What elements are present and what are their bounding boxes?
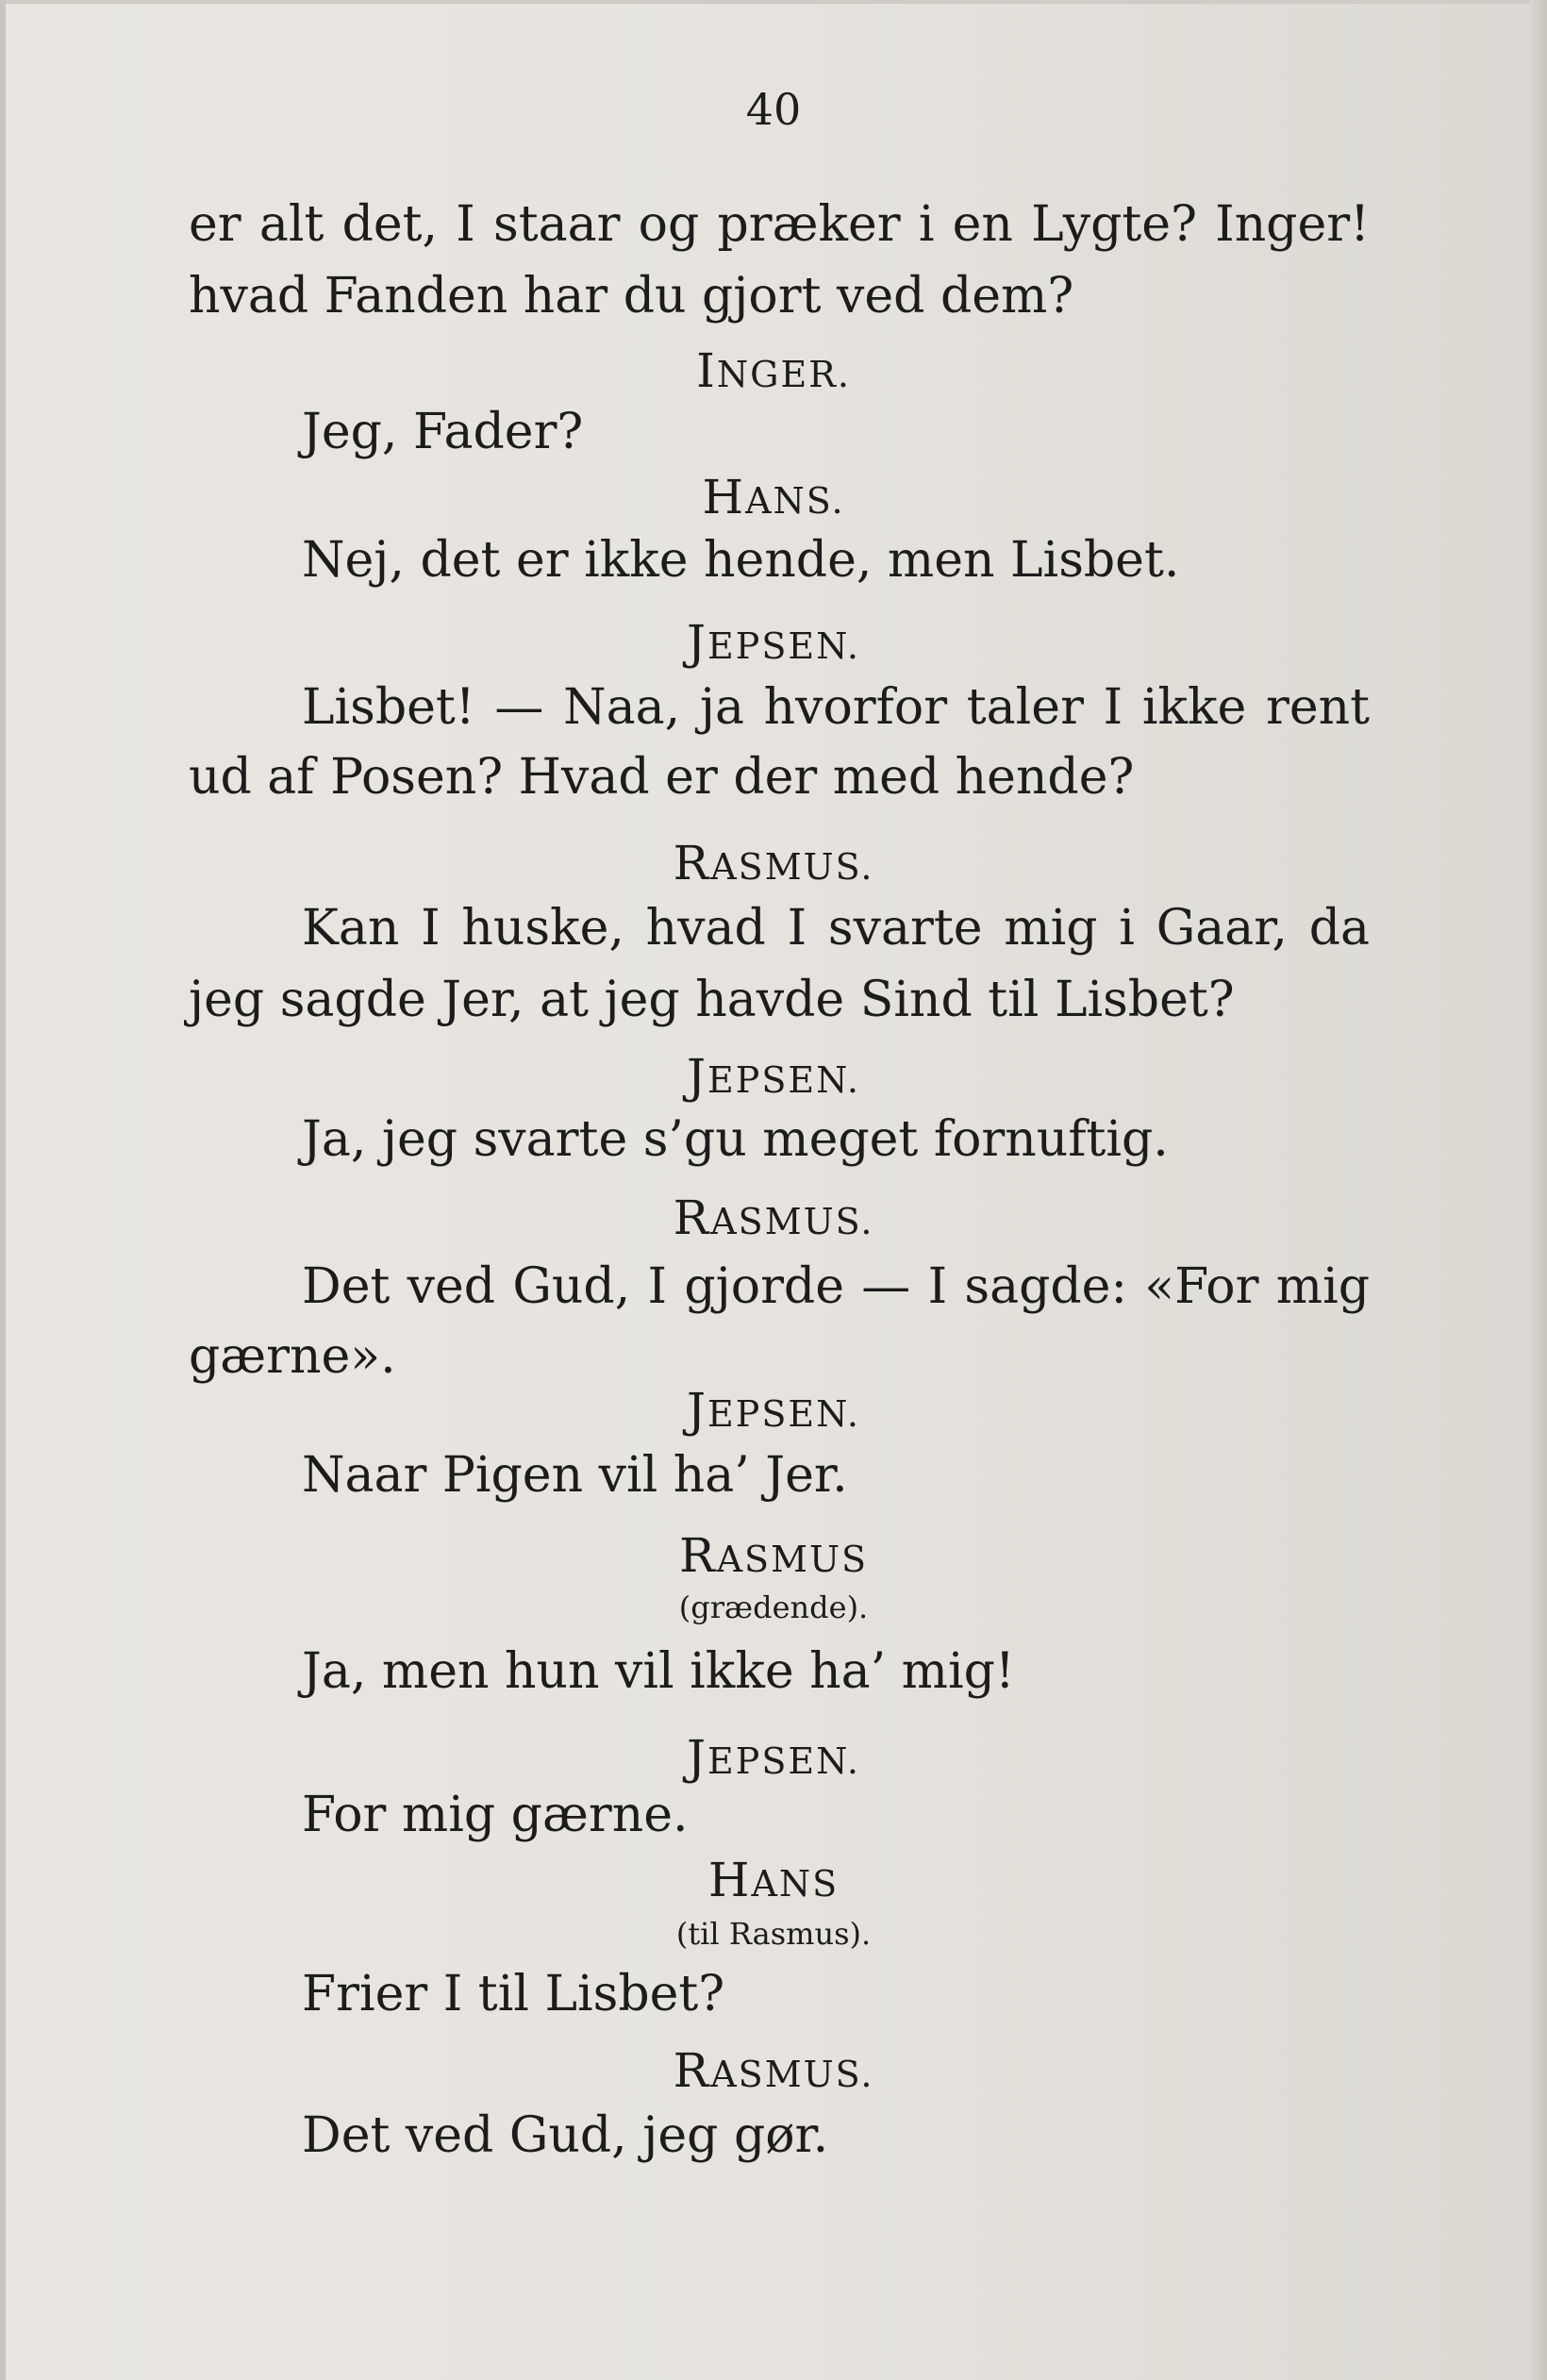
text-line: Det ved Gud, jeg gør. bbox=[302, 2107, 829, 2164]
page-top-edge bbox=[0, 0, 1547, 4]
speaker-rest: ANS. bbox=[745, 480, 845, 522]
speaker-name bbox=[0, 2043, 1547, 2098]
speaker-rest: EPSEN. bbox=[707, 1393, 861, 1435]
speaker-initial: H bbox=[702, 470, 746, 524]
speaker-rest: EPSEN. bbox=[707, 1059, 861, 1101]
text-line: ud af Posen? Hvad er der med hende? bbox=[189, 749, 1135, 806]
text-line: er alt det, I staar og præker i en Lygte? Inger! bbox=[189, 196, 1370, 253]
speaker-initial: R bbox=[673, 2043, 711, 2098]
text-line: hvad Fanden har du gjort ved dem? bbox=[189, 268, 1074, 325]
speaker-rest: ASMUS. bbox=[710, 846, 874, 888]
speaker-initial: R bbox=[678, 1528, 717, 1583]
speaker-rest: ASMUS. bbox=[710, 1201, 874, 1242]
text-line: Lisbet! — Naa, ja hvorfor taler I ikke rent bbox=[302, 679, 1370, 736]
stage-direction: (grædende). bbox=[678, 1589, 869, 1625]
text-line: Ja, jeg svarte s’gu meget fornuftig. bbox=[302, 1111, 1169, 1168]
speaker-initial: J bbox=[686, 1730, 708, 1785]
speaker-name bbox=[0, 1383, 1547, 1438]
speaker-initial: J bbox=[686, 1049, 708, 1104]
speaker-rest: ASMUS. bbox=[710, 2054, 874, 2095]
text-line: Nej, det er ikke hende, men Lisbet. bbox=[302, 532, 1180, 589]
speaker-rest: EPSEN. bbox=[707, 625, 861, 667]
speaker-initial: R bbox=[673, 836, 711, 890]
text-line: Frier I til Lisbet? bbox=[302, 1966, 725, 2022]
speaker-initial: R bbox=[673, 1190, 711, 1245]
text-line: gærne». bbox=[189, 1328, 396, 1385]
speaker-name bbox=[0, 1853, 1547, 1907]
text-line: Kan I huske, hvad I svarte mig i Gaar, da bbox=[302, 900, 1370, 957]
speaker-rest: EPSEN. bbox=[707, 1740, 861, 1782]
text-line: Det ved Gud, I gjorde — I sagde: «For mig bbox=[302, 1258, 1370, 1315]
text-line: Jeg, Fader? bbox=[302, 404, 584, 460]
speaker-name bbox=[0, 1190, 1547, 1245]
speaker-name bbox=[0, 1049, 1547, 1104]
speaker-rest: NGER. bbox=[716, 354, 851, 395]
speaker-name bbox=[0, 343, 1547, 398]
speaker-name bbox=[0, 836, 1547, 890]
stage-direction: (til Rasmus). bbox=[675, 1916, 872, 1952]
speaker-initial: I bbox=[696, 343, 717, 398]
text-line: jeg sagde Jer, at jeg havde Sind til Lisbet? bbox=[189, 972, 1235, 1028]
speaker-name bbox=[0, 615, 1547, 670]
text-line: Ja, men hun vil ikke ha’ mig! bbox=[302, 1643, 1015, 1700]
text-line: Naar Pigen vil ha’ Jer. bbox=[302, 1447, 848, 1504]
speaker-rest: ANS bbox=[751, 1863, 840, 1905]
speaker-initial: H bbox=[707, 1853, 752, 1907]
speaker-name bbox=[0, 1730, 1547, 1785]
speaker-initial: J bbox=[686, 615, 708, 670]
text-line: For mig gærne. bbox=[302, 1787, 689, 1843]
speaker-initial: J bbox=[686, 1383, 708, 1438]
speaker-name bbox=[0, 1528, 1547, 1583]
page-number: 40 bbox=[745, 84, 802, 135]
speaker-rest: ASMUS bbox=[716, 1539, 869, 1580]
speaker-name bbox=[0, 470, 1547, 524]
